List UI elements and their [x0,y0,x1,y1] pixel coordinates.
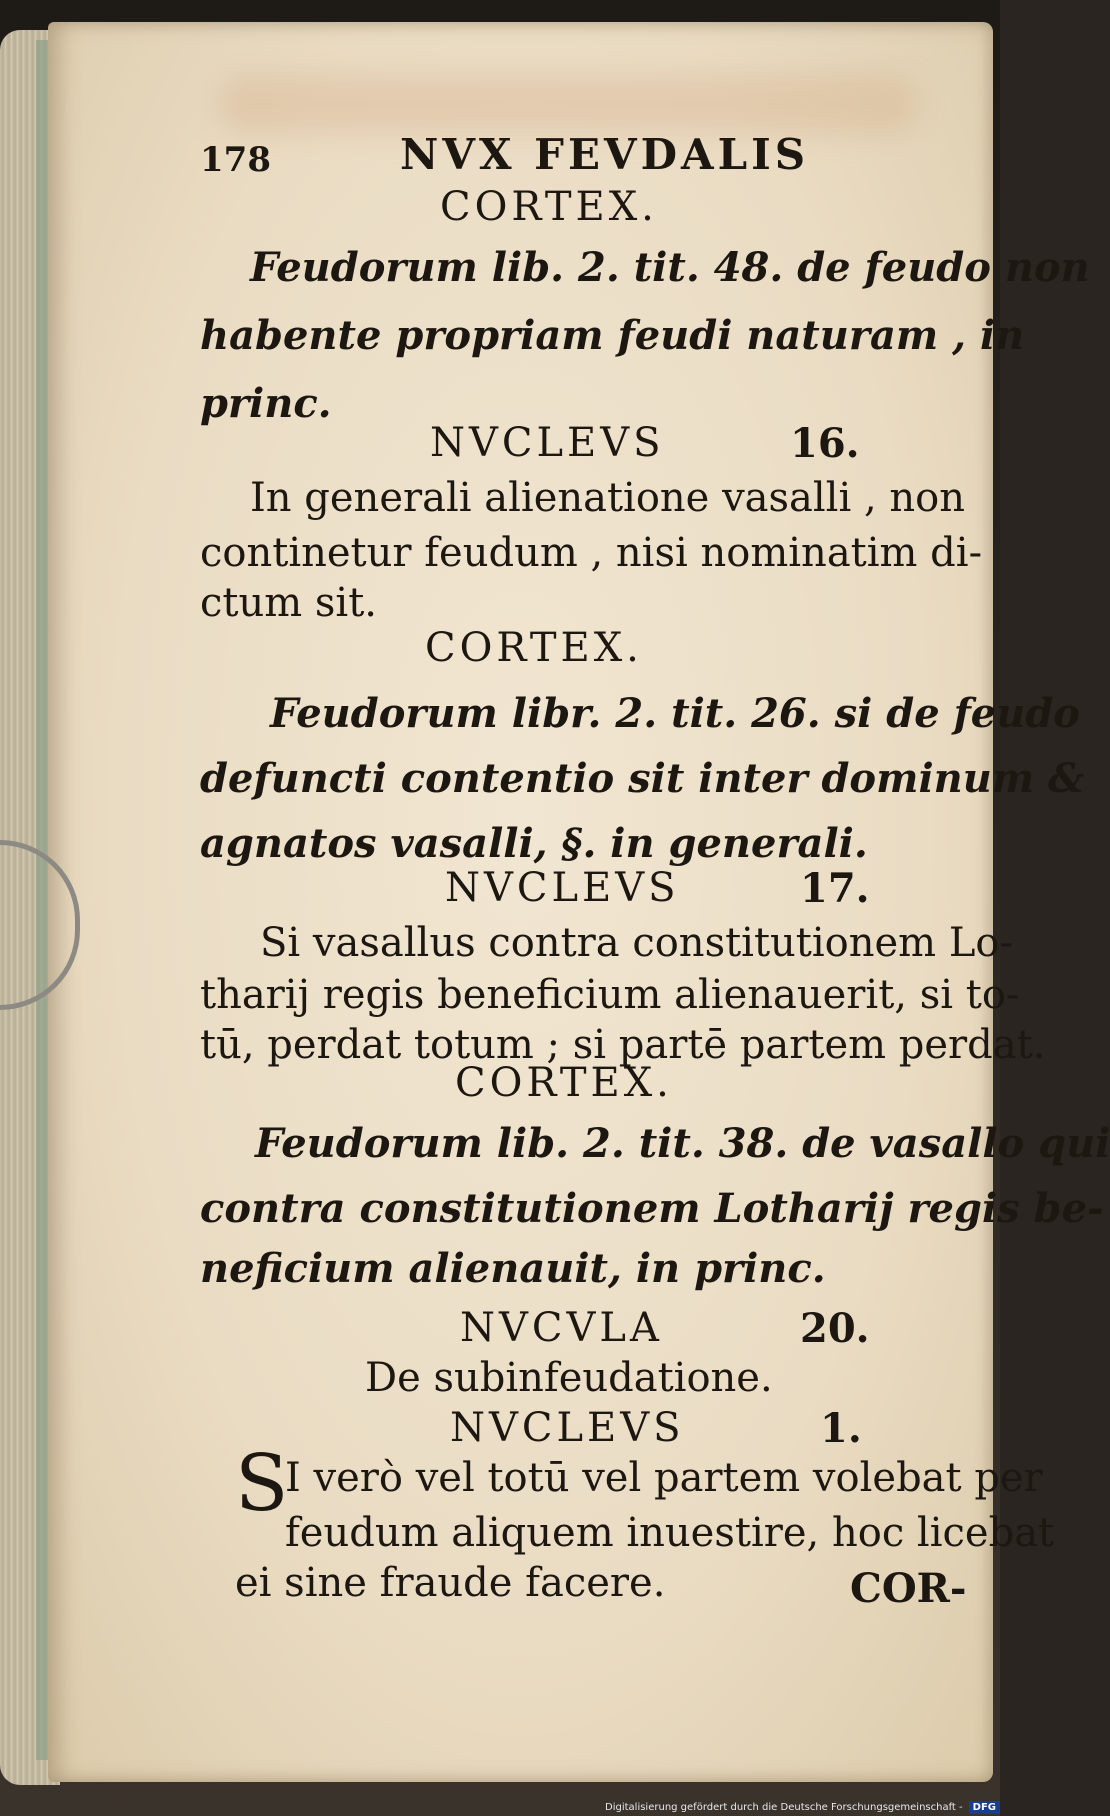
text-line: neficium alienauit, in princ. [200,1245,826,1292]
text-line: I verò vel totū vel partem volebat per [285,1455,1043,1501]
digitization-footer [600,1798,1000,1816]
section-heading: CORTEX. [425,625,643,671]
text-line: In generali alienatione vasalli , non [250,475,966,521]
section-number: 20. [800,1305,870,1352]
section-heading: NVCVLA [460,1305,663,1351]
running-title: NVX FEVDALIS [400,130,810,179]
catchword: COR- [850,1565,967,1612]
dfg-logo: DFG [969,1801,1000,1814]
section-number: 16. [790,420,860,467]
section-heading: CORTEX. [455,1060,673,1106]
section-heading: NVCLEVS [445,865,680,911]
drop-capital: S [235,1439,289,1529]
text-line: defuncti contentio sit inter dominum & [200,755,1085,802]
text-line: princ. [200,380,332,427]
text-line: tū, perdat totum ; si partē partem perdat. [200,1022,1046,1068]
text-line: Si vasallus contra constitutionem Lo- [260,920,1013,966]
section-heading: CORTEX. [440,184,658,230]
text-line: Feudorum lib. 2. tit. 38. de vasallo qui [255,1120,1110,1167]
text-line: contra constitutionem Lotharij regis be- [200,1185,1104,1232]
text-line: agnatos vasalli, §. in generali. [200,820,868,867]
text-line: ctum sit. [200,580,377,626]
text-line: habente propriam feudi naturam , in [200,312,1025,359]
section-subheading: De subinfeudatione. [365,1355,773,1401]
page-stain [218,74,918,134]
text-line: feudum aliquem inuestire, hoc licebat [285,1510,1055,1556]
section-heading: NVCLEVS [430,420,665,466]
text-line: tharij regis beneficium alienauerit, si to- [200,972,1020,1018]
footer-credit: Digitalisierung gefördert durch die Deutsche Forschungsgemeinschaft - [605,1801,963,1813]
text-line: Feudorum lib. 2. tit. 48. de feudo non [250,244,1090,291]
text-line: ei sine fraude facere. [235,1560,666,1606]
text-line: Feudorum libr. 2. tit. 26. si de feudo [270,690,1080,737]
page-number: 178 [200,140,271,180]
section-number: 17. [800,865,870,912]
section-number: 1. [820,1405,862,1452]
text-line: continetur feudum , nisi nominatim di- [200,530,983,576]
section-heading: NVCLEVS [450,1405,685,1451]
